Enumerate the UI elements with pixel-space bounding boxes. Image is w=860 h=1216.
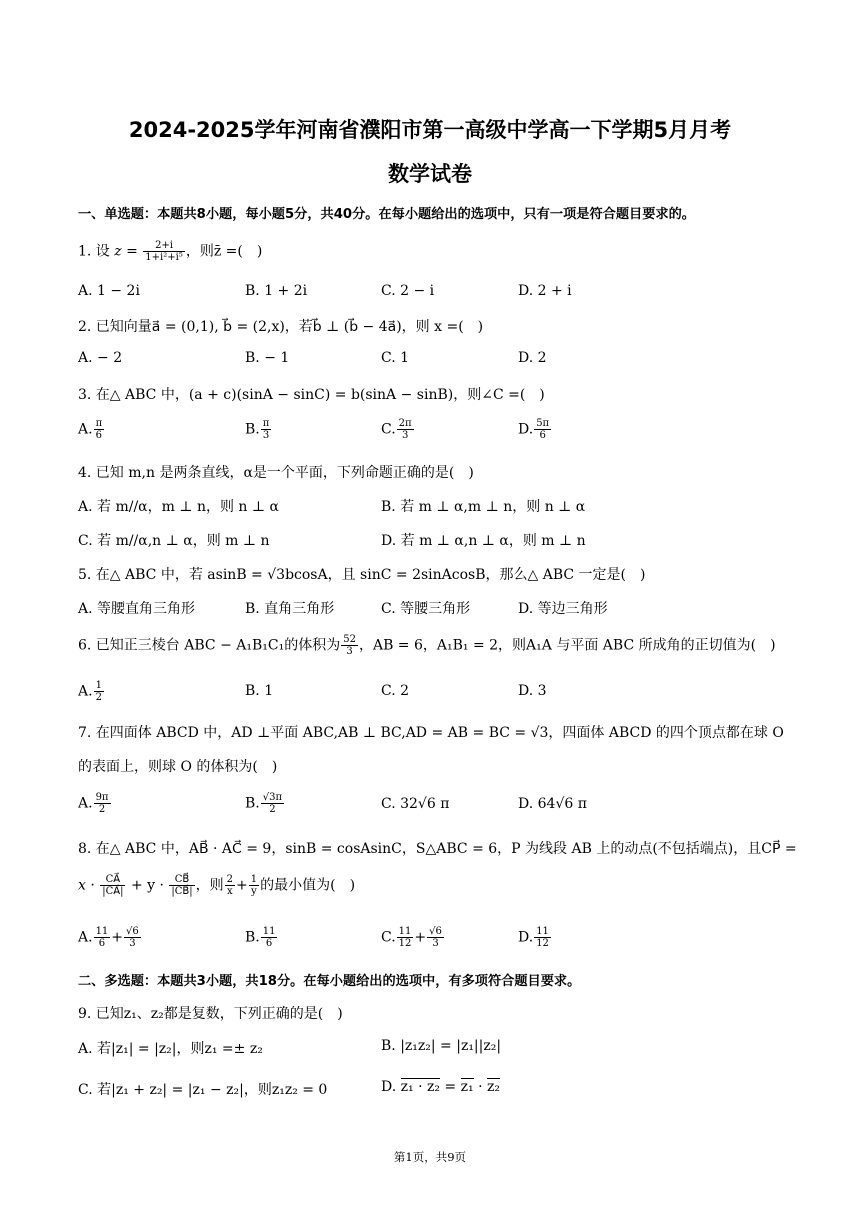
question-1-option-a: A. 1 − 2i	[78, 283, 140, 299]
fraction	[397, 926, 414, 949]
question-8-option-d	[518, 926, 552, 949]
plus: +	[414, 929, 427, 946]
question-6-option-c: C. 2	[381, 683, 410, 699]
denominator: 12	[536, 938, 549, 949]
numerator: 11	[95, 926, 109, 937]
question-7-option-b	[245, 792, 285, 815]
denominator: 2	[98, 804, 106, 815]
question-7-option-d: D. 64√6 π	[518, 796, 587, 812]
denominator: x	[227, 886, 233, 897]
question-6-fraction	[341, 634, 358, 657]
denominator: 3	[401, 430, 409, 441]
question-2-option-c: C. 1	[381, 350, 410, 366]
question-1-option-c: C. 2 − i	[381, 283, 435, 299]
option-label: A.	[78, 795, 93, 812]
numerator: √6	[429, 926, 442, 937]
option-label: D.	[518, 929, 534, 946]
equals: =	[444, 1079, 457, 1095]
numerator: 2π	[398, 418, 412, 429]
option-label: C.	[381, 929, 396, 946]
question-7-line-1: 7. 在四面体 ABCD 中，AD ⊥平面 ABC,AB ⊥ BC,AD = AB = BC = √3，四面体 ABCD 的四个顶点都在球 O	[78, 725, 784, 741]
question-3-option-a	[78, 418, 105, 441]
question-6-suffix: ，AB = 6，A₁B₁ = 2，则A₁A 与平面 ABC 所成角的正切值为( )	[358, 637, 776, 654]
question-8-line-2	[78, 874, 355, 897]
conjugate-z2: z₂	[486, 1079, 500, 1095]
dot: ·	[478, 1079, 483, 1095]
fraction	[94, 680, 104, 703]
section-multiple-choice-header: 二、多选题：本题共3小题，共18分。在每小题给出的选项中，有多项符合题目要求。	[78, 974, 581, 989]
fraction	[124, 926, 141, 949]
question-1-fraction	[143, 240, 185, 263]
numerator: 1	[95, 680, 102, 691]
question-8-option-b	[245, 926, 278, 949]
denominator: |CA⃗|	[102, 886, 124, 897]
question-6-option-b: B. 1	[245, 683, 274, 699]
question-6	[78, 634, 776, 657]
fraction	[94, 926, 111, 949]
fraction	[397, 418, 414, 441]
question-1-z: z =	[114, 243, 138, 260]
question-3-option-c	[381, 418, 415, 441]
question-9-option-a: A. 若|z₁| = |z₂|，则z₁ =± z₂	[78, 1041, 263, 1057]
question-9-option-b: B. |z₁z₂| = |z₁||z₂|	[381, 1038, 502, 1054]
numerator: 5π	[536, 418, 550, 429]
numerator: 2	[226, 874, 234, 885]
question-9-option-c: C. 若|z₁ + z₂| = |z₁ − z₂|，则z₁z₂ = 0	[78, 1082, 328, 1098]
numerator: 9π	[95, 792, 109, 803]
question-1-fraction-numerator: 2+i	[143, 240, 185, 252]
option-label: A.	[78, 683, 93, 700]
exam-subtitle: 数学试卷	[388, 162, 472, 186]
question-3-option-d	[518, 418, 552, 441]
question-8-suffix: 的最小值为( )	[260, 877, 356, 894]
fraction-cb	[169, 874, 194, 897]
option-label: A.	[78, 929, 93, 946]
numerator: 11	[398, 926, 412, 937]
denominator: 3	[432, 938, 439, 949]
conjugate-product: z₁ · z₂	[400, 1079, 440, 1095]
denominator: 6	[539, 430, 546, 441]
denominator: 3	[346, 646, 353, 657]
question-6-prefix: 6. 已知正三棱台 ABC − A₁B₁C₁的体积为	[78, 637, 341, 654]
numerator: CA⃗	[100, 874, 125, 886]
question-4-option-a: A. 若 m//α，m ⊥ n，则 n ⊥ α	[78, 499, 279, 515]
question-2: 2. 已知向量a⃗ = (0,1), b⃗ = (2,x)，若b⃗ ⊥ (b⃗ − 4a⃗)，则 x =( )	[78, 319, 484, 335]
then-text: ，则	[195, 877, 224, 894]
numerator: 52	[343, 634, 356, 645]
fraction-ca	[100, 874, 125, 897]
question-6-option-d: D. 3	[518, 683, 547, 699]
fraction	[534, 418, 551, 441]
option-label: B.	[245, 929, 260, 946]
question-2-option-b: B. − 1	[245, 350, 290, 366]
numerator: π	[95, 418, 103, 429]
numerator: √3π	[262, 792, 283, 803]
option-label: C.	[381, 421, 396, 438]
fraction	[261, 926, 278, 949]
question-3: 3. 在△ ABC 中，(a + c)(sinA − sinC) = b(sinA − sinB)，则∠C =( )	[78, 387, 545, 403]
denominator: 2	[95, 692, 102, 703]
fraction-2-over-x	[225, 874, 235, 897]
question-1-option-d: D. 2 + i	[518, 283, 572, 299]
plus-y: + y ·	[130, 877, 164, 894]
numerator: √6	[126, 926, 139, 937]
question-5: 5. 在△ ABC 中，若 asinB = √3bcosA，且 sinC = 2sinAcosB，那么△ ABC 一定是( )	[78, 567, 646, 583]
question-7-option-a	[78, 792, 112, 815]
numerator: 11	[262, 926, 276, 937]
denominator: 3	[129, 938, 136, 949]
fraction	[427, 926, 444, 949]
question-5-option-d: D. 等边三角形	[518, 601, 608, 617]
numerator: 1	[250, 874, 258, 885]
question-9: 9. 已知z₁、z₂都是复数，下列正确的是( )	[78, 1006, 343, 1022]
question-9-option-d	[381, 1079, 500, 1095]
question-5-option-a: A. 等腰直角三角形	[78, 601, 196, 617]
fraction	[261, 792, 284, 815]
question-8-option-a	[78, 926, 142, 949]
fraction	[94, 792, 111, 815]
question-1	[78, 240, 262, 263]
plus: +	[236, 877, 248, 894]
numerator: 11	[536, 926, 549, 937]
question-1-fraction-denominator: 1+i²+i⁵	[145, 252, 183, 263]
plus: +	[111, 929, 124, 946]
fraction	[534, 926, 551, 949]
question-7-line-2: 的表面上，则球 O 的体积为( )	[78, 759, 278, 775]
question-6-option-a	[78, 680, 105, 703]
question-7-option-c: C. 32√6 π	[381, 796, 450, 812]
var-x: x ·	[78, 877, 95, 894]
page-footer: 第1页，共9页	[393, 1150, 467, 1164]
conjugate-z1: z₁	[460, 1079, 474, 1095]
question-4-option-d: D. 若 m ⊥ α,n ⊥ α，则 m ⊥ n	[381, 533, 586, 549]
question-3-option-b	[245, 418, 272, 441]
fraction-1-over-y	[249, 874, 259, 897]
fraction	[261, 418, 272, 441]
question-8-option-c	[381, 926, 445, 949]
denominator: 6	[98, 938, 106, 949]
question-5-option-b: B. 直角三角形	[245, 601, 335, 617]
denominator: 2	[269, 804, 276, 815]
denominator: 6	[265, 938, 273, 949]
question-1-option-b: B. 1 + 2i	[245, 283, 308, 299]
denominator: 12	[398, 938, 412, 949]
option-label: B.	[245, 421, 260, 438]
question-4-option-b: B. 若 m ⊥ α,m ⊥ n，则 n ⊥ α	[381, 499, 586, 515]
question-5-option-c: C. 等腰三角形	[381, 601, 471, 617]
fraction	[94, 418, 105, 441]
question-4-option-c: C. 若 m//α,n ⊥ α，则 m ⊥ n	[78, 533, 270, 549]
denominator: y	[251, 886, 257, 897]
question-1-suffix: ，则z̄ =( )	[185, 243, 263, 260]
question-2-option-d: D. 2	[518, 350, 547, 366]
question-8-line-1: 8. 在△ ABC 中，AB⃗ · AC⃗ = 9，sinB = cosAsinC，S△ABC = 6，P 为线段 AB 上的动点(不包括端点)，且CP⃗ =	[78, 841, 797, 857]
option-label: B.	[245, 795, 260, 812]
numerator: π	[262, 418, 270, 429]
question-4: 4. 已知 m,n 是两条直线，α是一个平面，下列命题正确的是( )	[78, 465, 474, 481]
option-label: D.	[381, 1079, 397, 1095]
question-2-option-a: A. − 2	[78, 350, 123, 366]
numerator: CB⃗	[169, 874, 194, 886]
option-label: D.	[518, 421, 534, 438]
denominator: 3	[262, 430, 270, 441]
exam-title: 2024-2025学年河南省濮阳市第一高级中学高一下学期5月月考	[128, 118, 732, 142]
section-single-choice-header: 一、单选题：本题共8小题，每小题5分，共40分。在每小题给出的选项中，只有一项是符合题目要求的。	[78, 207, 695, 222]
denominator: 6	[95, 430, 103, 441]
denominator: |CB⃗|	[171, 886, 193, 897]
option-label: A.	[78, 421, 93, 438]
question-1-prefix: 1. 设	[78, 243, 110, 260]
